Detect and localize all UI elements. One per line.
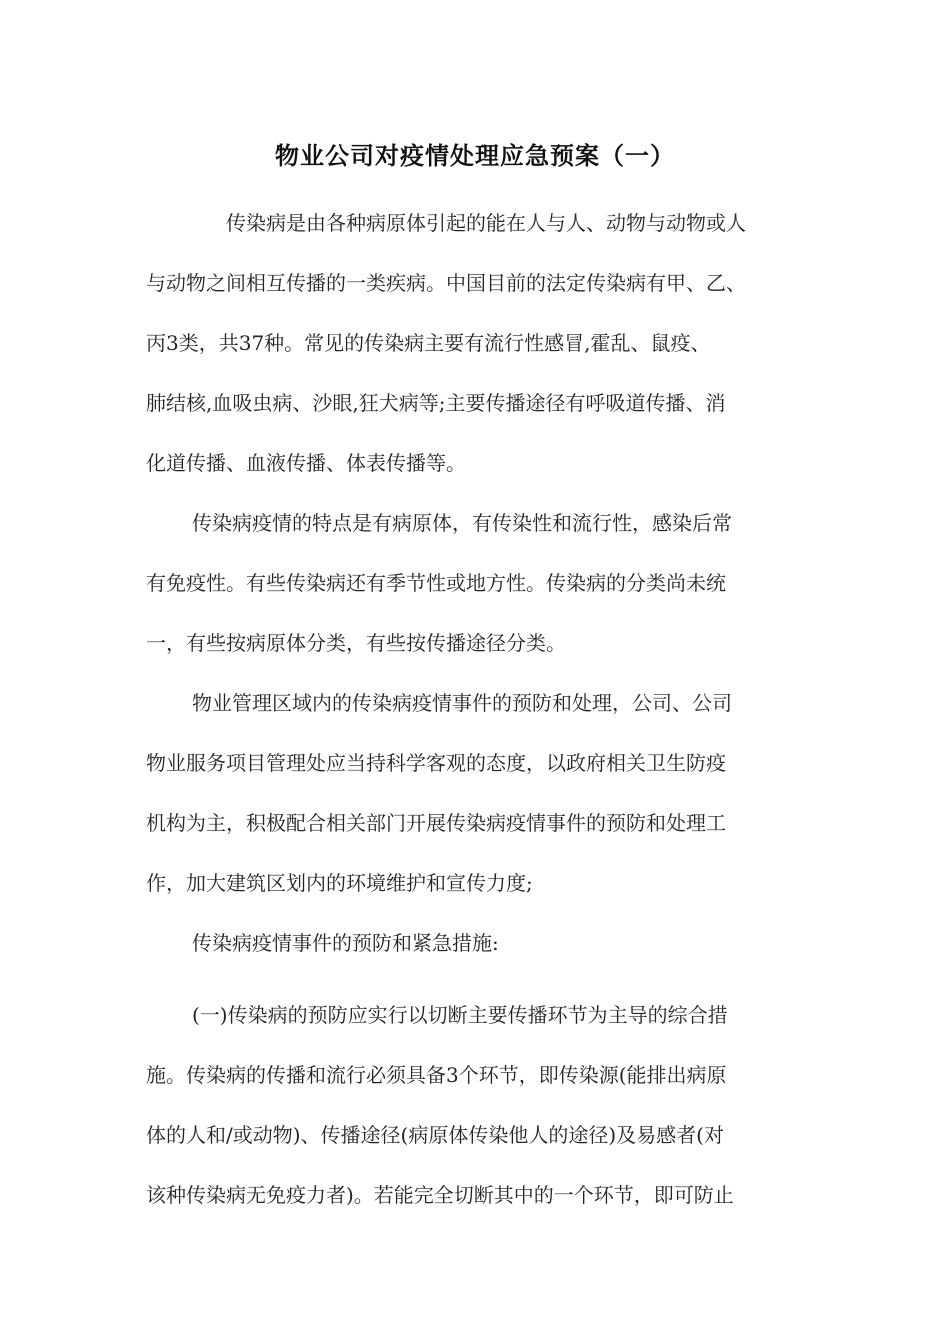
paragraph-2 [146, 493, 808, 673]
text-line: 一，有些按病原体分类，有些按传播途径分类。 [146, 631, 566, 655]
document-title: 物业公司对疫情处理应急预案（一） [275, 142, 675, 170]
text-line: 传染病是由各种病原体引起的能在人与人、动物与动物或人 [226, 211, 746, 235]
text-line: 有免疫性。有些传染病还有季节性或地方性。传染病的分类尚未统 [146, 571, 726, 595]
text-line: 施。传染病的传播和流行必须具备3个环节，即传染源(能排出病原 [146, 1063, 727, 1087]
text-line: 与动物之间相互传播的一类疾病。中国目前的法定传染病有甲、乙、 [146, 271, 746, 295]
text-line: 传染病疫情的特点是有病原体，有传染性和流行性，感染后常 [192, 511, 732, 535]
text-line: 该种传染病无免疫力者)。若能完全切断其中的一个环节，即可防止 [146, 1183, 734, 1207]
text-line: (一)传染病的预防应实行以切断主要传播环节为主导的综合措 [192, 1003, 728, 1027]
text-line: 肺结核,血吸虫病、沙眼,狂犬病等;主要传播途径有呼吸道传播、消 [146, 391, 726, 415]
text-line: 物业管理区域内的传染病疫情事件的预防和处理，公司、公司 [192, 691, 732, 715]
text-line: 化道传播、血液传播、体表传播等。 [146, 451, 466, 475]
paragraph-3 [146, 673, 808, 913]
text-line: 传染病疫情事件的预防和紧急措施: [192, 931, 499, 955]
text-line: 物业服务项目管理处应当持科学客观的态度，以政府相关卫生防疫 [146, 751, 726, 775]
text-line: 体的人和/或动物)、传播途径(病原体传染他人的途径)及易感者(对 [146, 1123, 724, 1147]
paragraph-4 [146, 913, 808, 973]
text-line: 机构为主，积极配合相关部门开展传染病疫情事件的预防和处理工 [146, 811, 726, 835]
paragraph-5 [146, 985, 808, 1225]
paragraph-1 [146, 193, 808, 493]
text-line: 丙3类，共37种。常见的传染病主要有流行性感冒,霍乱、鼠疫、 [146, 331, 711, 355]
text-line: 作，加大建筑区划内的环境维护和宣传力度; [146, 871, 533, 895]
